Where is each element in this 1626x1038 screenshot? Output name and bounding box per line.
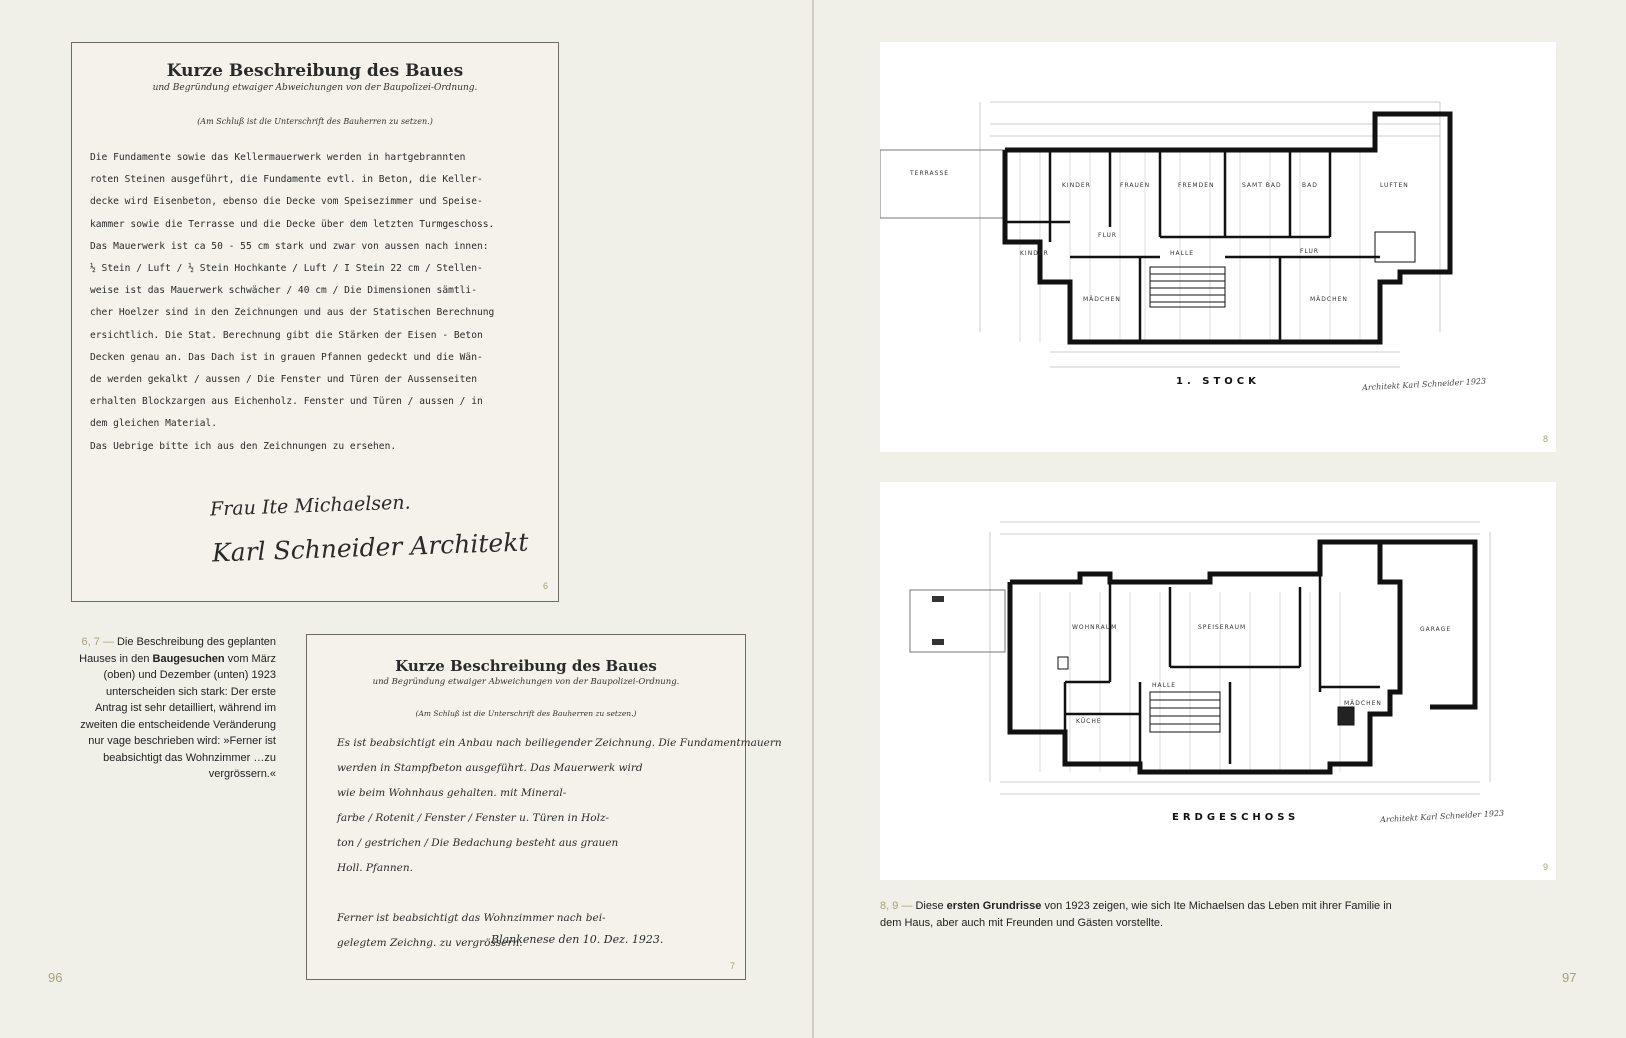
room-label: FLUR bbox=[1300, 248, 1320, 255]
typed-line: kammer sowie die Terrasse und die Decke über dem letzten Turmgeschoss. bbox=[90, 218, 495, 230]
figure-number: 9 bbox=[1542, 862, 1548, 872]
room-label: HALLE bbox=[1152, 682, 1177, 689]
room-label: LUFTEN bbox=[1380, 182, 1409, 189]
building-application-typed bbox=[71, 42, 559, 602]
handwritten-line: ton / gestrichen / Die Bedachung besteht aus grauen bbox=[337, 837, 619, 849]
room-label: WOHNRAUM bbox=[1072, 624, 1118, 631]
floor-plan-drawing bbox=[880, 42, 1556, 452]
room-label: FREMDEN bbox=[1178, 182, 1215, 189]
typed-line: Decken genau an. Das Dach ist in grauen Pfannen gedeckt und die Wän- bbox=[90, 351, 483, 363]
room-label: TERRASSE bbox=[910, 170, 950, 177]
caption-bold-term: ersten Grundrisse bbox=[946, 900, 1042, 912]
doc-subtitle: und Begründung etwaiger Abweichungen von der Baupolizei-Ordnung. bbox=[372, 677, 680, 687]
typed-line: Das Mauerwerk ist ca 50 - 55 cm stark und zwar von aussen nach innen: bbox=[90, 240, 489, 252]
plan-signature: Architekt Karl Schneider 1923 bbox=[1379, 808, 1505, 825]
caption-figures-6-7: 6, 7 — Die Beschreibung des geplanten Hauses in den Baugesuchen vom März (oben) und Dezember (unten) 1923 unterscheiden sich stark: Der erste Antrag ist sehr detailliert, während im zweiten die entscheidende Veränderung nur vage beschrieben wird: »Ferner ist beabsichtigt das Wohnzimmer …zu vergrössern.« bbox=[79, 636, 276, 780]
typed-line: dem gleichen Material. bbox=[90, 418, 218, 430]
typed-line: ersichtlich. Die Stat. Berechnung gibt die Stärken der Eisen - Beton bbox=[90, 329, 483, 341]
room-label: KINDER bbox=[1062, 182, 1091, 189]
floor-plan-first-floor bbox=[880, 42, 1556, 452]
typed-line: cher Hoelzer sind in den Zeichnungen und aus der Statischen Berechnung bbox=[90, 307, 495, 319]
handwritten-line bbox=[337, 881, 782, 906]
signature-client: Frau Ite Michaelsen. bbox=[209, 491, 411, 521]
page-number-left: 96 bbox=[48, 970, 63, 985]
doc-title: Kurze Beschreibung des Baues bbox=[395, 657, 657, 675]
doc-note: (Am Schluß ist die Unterschrift des Bauherren zu setzen.) bbox=[197, 117, 433, 126]
typed-line: weise ist das Mauerwerk schwächer / 40 cm / Die Dimensionen sämtli- bbox=[90, 285, 477, 297]
caption-figures-8-9: 8, 9 — Diese ersten Grundrisse von 1923 zeigen, wie sich Ite Michaelsen das Leben mit ihrer Familie in dem Haus, aber auch mit Freunden und Gästen vorstellte. bbox=[880, 900, 1392, 929]
typed-line: Das Uebrige bitte ich aus den Zeichnungen zu ersehen. bbox=[90, 440, 397, 452]
handwritten-line: Holl. Pfannen. bbox=[337, 862, 413, 874]
doc-note: (Am Schluß ist die Unterschrift des Bauherren zu setzen.) bbox=[415, 709, 637, 718]
room-label: MÄDCHEN bbox=[1083, 296, 1121, 303]
figure-number: 6 bbox=[542, 581, 548, 591]
handwritten-text-block bbox=[337, 731, 782, 956]
room-label: SAMT BAD bbox=[1242, 182, 1282, 189]
handwritten-line: werden in Stampfbeton ausgeführt. Das Mauerwerk wird bbox=[337, 762, 643, 774]
room-label: KÜCHE bbox=[1076, 718, 1102, 725]
handwritten-line: farbe / Rotenit / Fenster / Fenster u. Türen in Holz- bbox=[337, 812, 610, 824]
room-label: MÄDCHEN bbox=[1310, 296, 1348, 303]
typed-line: ½ Stein / Luft / ½ Stein Hochkante / Luft / I Stein 22 cm / Stellen- bbox=[90, 263, 483, 275]
caption-bold-term: Baugesuchen bbox=[152, 652, 225, 665]
figure-number: 7 bbox=[729, 961, 735, 971]
doc-subtitle: und Begründung etwaiger Abweichungen von der Baupolizei-Ordnung. bbox=[152, 83, 478, 93]
page-number-right: 97 bbox=[1562, 970, 1577, 985]
caption-figure-ref: 8, 9 — bbox=[880, 900, 913, 912]
room-label: FLUR bbox=[1098, 232, 1118, 239]
building-application-handwritten bbox=[306, 634, 782, 980]
room-label: FRAUEN bbox=[1120, 182, 1151, 189]
typed-line: Die Fundamente sowie das Kellermauerwerk werden in hartgebrannten bbox=[90, 152, 466, 163]
doc-title: Kurze Beschreibung des Baues bbox=[166, 61, 464, 81]
room-label: MÄDCHEN bbox=[1344, 700, 1382, 707]
caption-figure-ref: 6, 7 — bbox=[81, 636, 114, 648]
handwritten-line: gelegtem Zeichng. zu vergrössern. bbox=[337, 937, 523, 949]
figure-number: 8 bbox=[1542, 434, 1548, 444]
handwritten-line: Es ist beabsichtigt ein Anbau nach beiliegender Zeichnung. Die Fundamentmauern bbox=[337, 737, 782, 749]
date-line: Blankenese den 10. Dez. 1923. bbox=[491, 933, 664, 946]
room-label: SPEISERAUM bbox=[1198, 624, 1247, 631]
plan-title: 1. STOCK bbox=[1176, 376, 1260, 387]
typed-line: erhalten Blockzargen aus Eichenholz. Fenster und Türen / aussen / in bbox=[90, 396, 483, 408]
floor-plan-ground-floor bbox=[880, 482, 1556, 880]
plan-title: ERDGESCHOSS bbox=[1172, 812, 1300, 823]
room-label: KINDER bbox=[1020, 250, 1049, 257]
typed-text-block bbox=[90, 147, 494, 458]
typed-line: roten Steinen ausgeführt, die Fundamente evtl. in Beton, die Keller- bbox=[90, 174, 483, 186]
room-label: BAD bbox=[1302, 182, 1318, 189]
signature-architect: Karl Schneider Architekt bbox=[211, 527, 529, 568]
typed-line: decke wird Eisenbeton, ebenso die Decke vom Speisezimmer und Speise- bbox=[90, 196, 483, 208]
room-label: GARAGE bbox=[1420, 626, 1452, 633]
room-label: HALLE bbox=[1170, 250, 1195, 257]
handwritten-line: Ferner ist beabsichtigt das Wohnzimmer nach bei- bbox=[337, 912, 606, 924]
handwritten-line: wie beim Wohnhaus gehalten. mit Mineral- bbox=[337, 787, 567, 799]
typed-line: de werden gekalkt / aussen / Die Fenster und Türen der Aussenseiten bbox=[90, 374, 477, 386]
plan-signature: Architekt Karl Schneider 1923 bbox=[1361, 376, 1487, 393]
